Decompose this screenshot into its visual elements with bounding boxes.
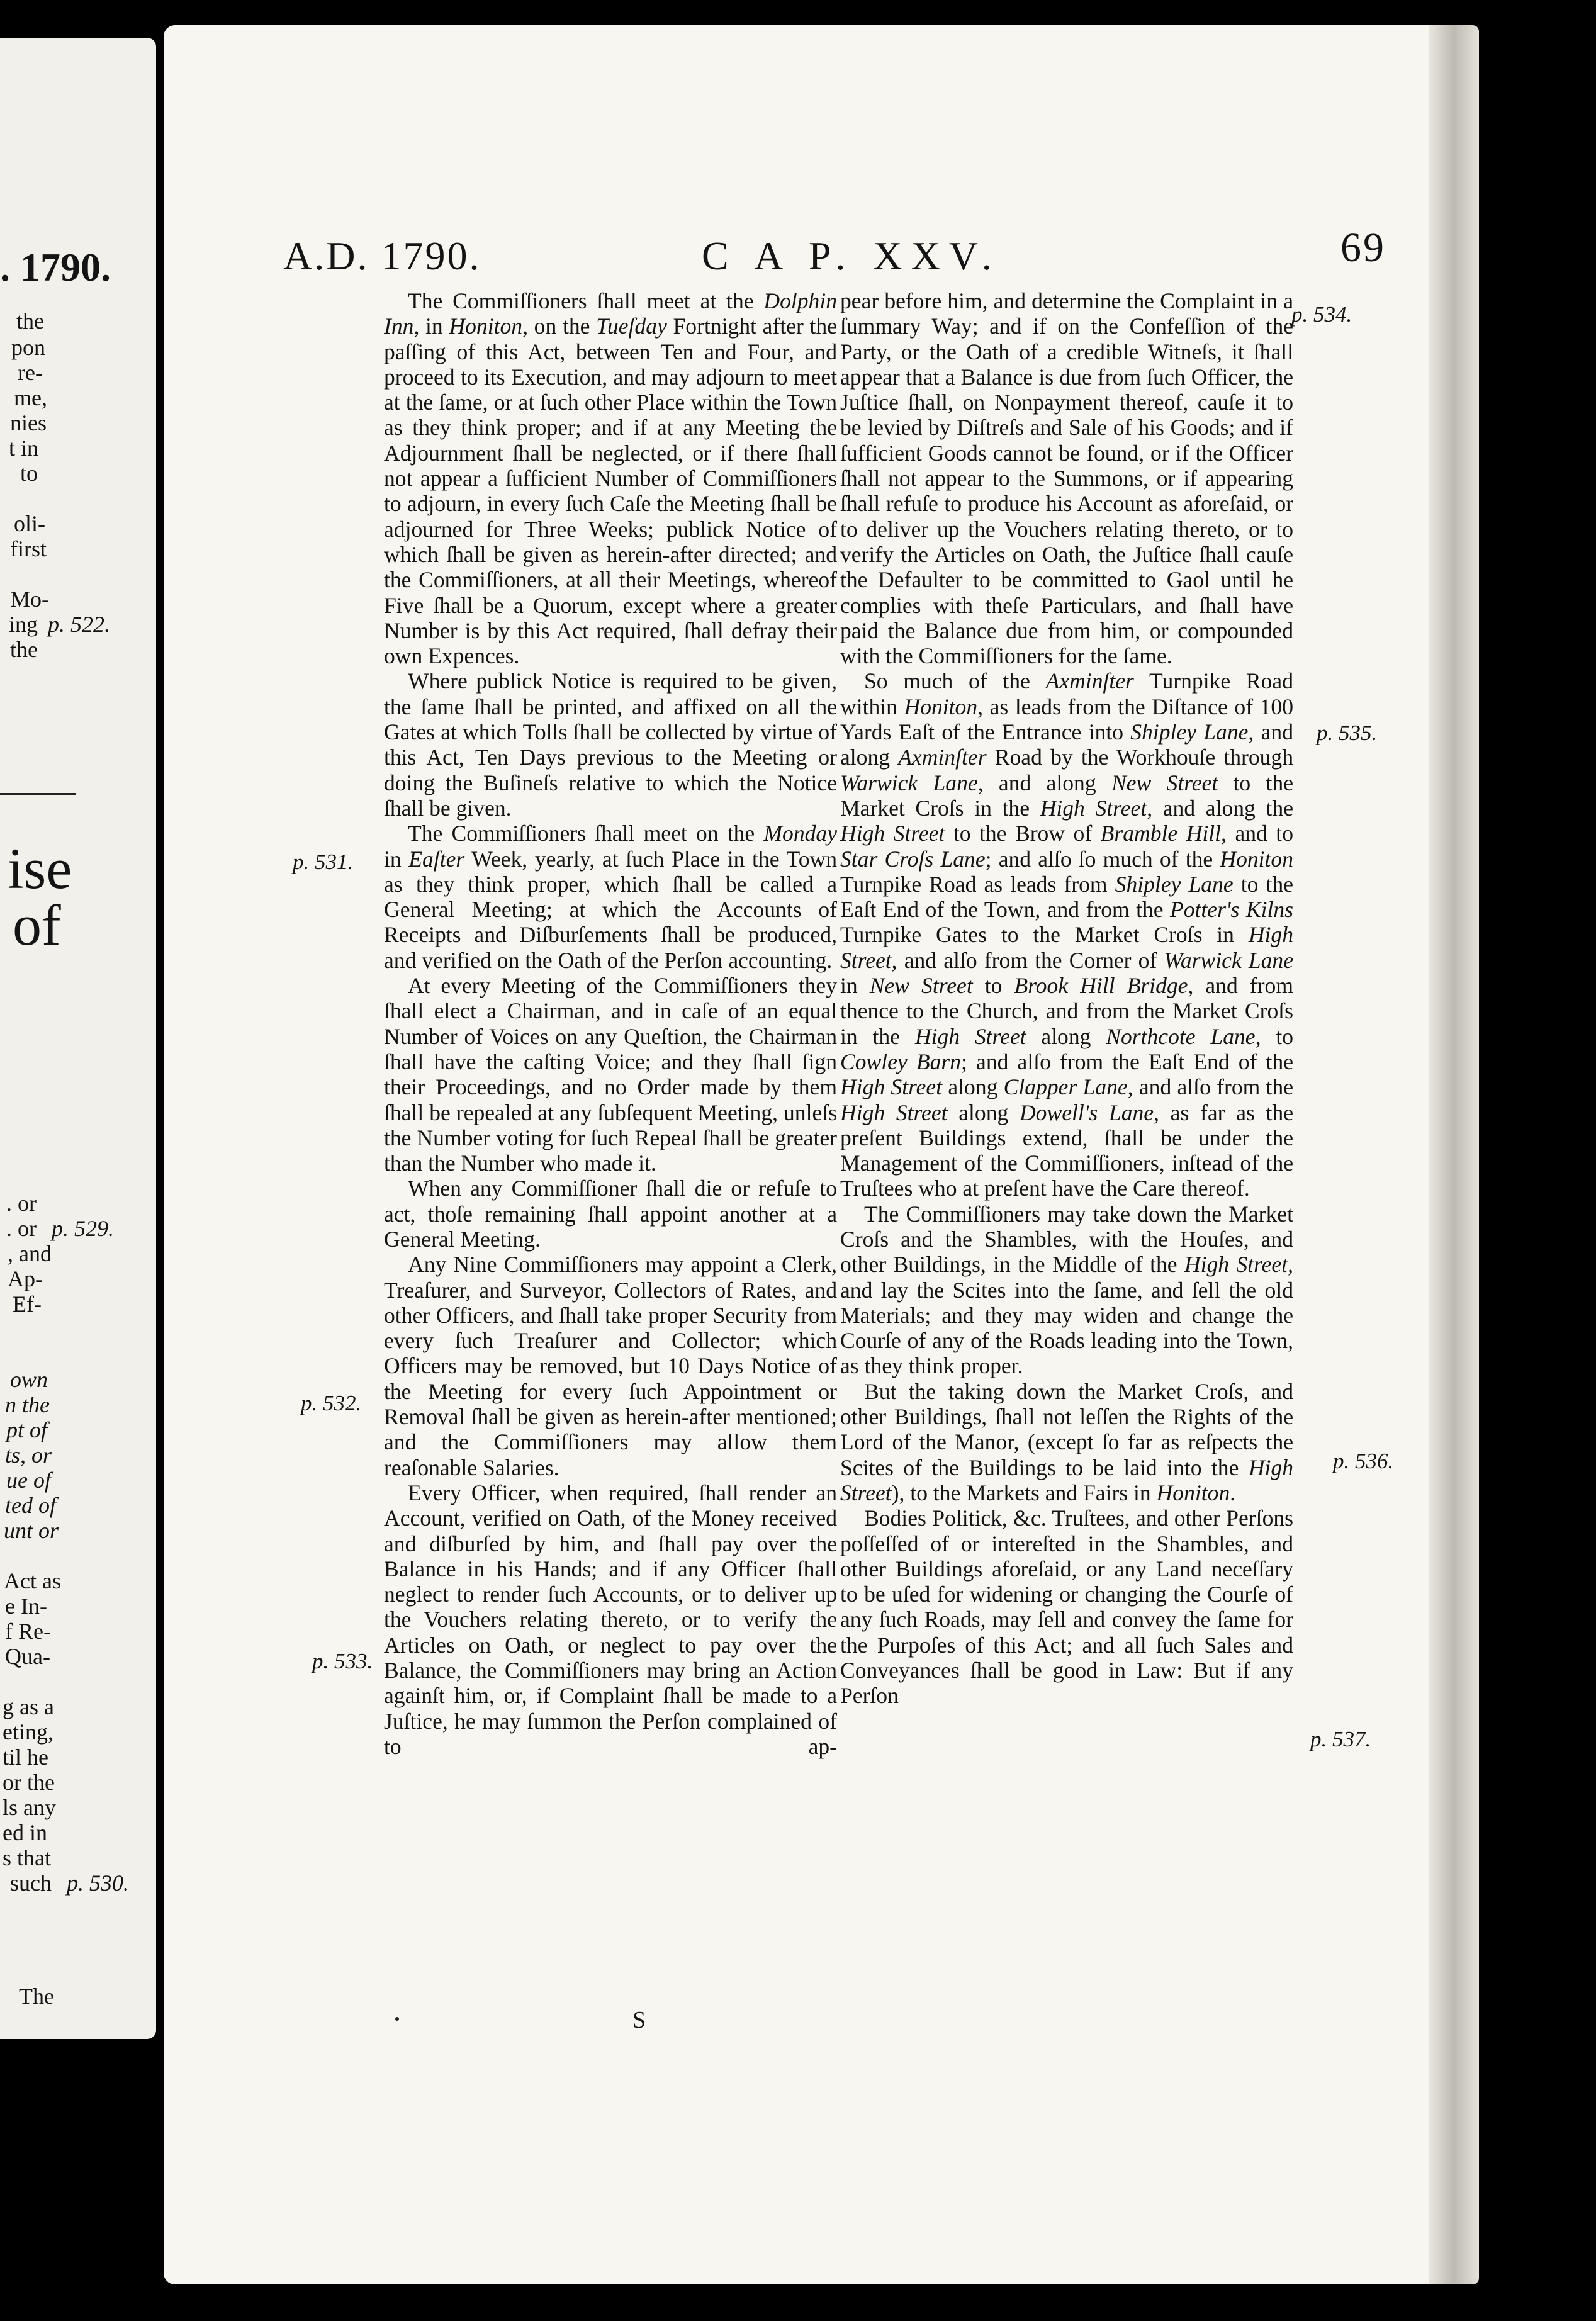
facing-page-line: , and bbox=[8, 1241, 52, 1266]
margin-page-reference: p. 535. bbox=[1317, 721, 1378, 745]
facing-page-line: . 1790. bbox=[0, 245, 111, 289]
facing-page-line: oli- bbox=[14, 511, 45, 536]
facing-page-line: ted of bbox=[5, 1493, 56, 1518]
facing-page-line: g as a bbox=[3, 1694, 54, 1719]
facing-page-line: own bbox=[10, 1367, 48, 1392]
facing-page-line: me, bbox=[14, 385, 47, 410]
facing-page-line: . or bbox=[6, 1216, 37, 1241]
paragraph: The Commiſſioners ſhall meet on the Monday in Eaſter Week, yearly, at ſuch Place in the Town as they think proper, which ſhall be called a General Meeting; at which the Accounts of Receipts and Diſburſements ſhall be produced, and verified on the Oath of the Perſon accounting. bbox=[384, 821, 837, 973]
paragraph: The Commiſſioners may take down the Market Croſs and the Shambles, with the Houſes, and other Buildings, in the Middle of the High Street, and lay the Scites into the ſame, and ſell the old Materials; and they may widen and change the Courſe of any of the Roads leading into the Town, as they think proper. bbox=[840, 1201, 1293, 1379]
margin-page-reference: p. 534. bbox=[1291, 302, 1352, 327]
facing-page-line: n the bbox=[5, 1392, 50, 1417]
facing-page-line: s that bbox=[3, 1845, 51, 1870]
margin-page-reference: p. 533. bbox=[312, 1649, 373, 1673]
paragraph: So much of the Axminſter Turnpike Road within Honiton, as leads from the Diſtance of 100 Yards Eaſt of the Entrance into Shipley Lane, and along Axminſter Road by the Workhouſe through Warwick Lane, and along New Street to the Market Croſs in the High Street, and along the High Street to the Brow of Bramble Hill, and to Star Croſs Lane; and alſo ſo much of the Honiton Turnpike Road as leads from Shipley Lane to the Eaſt End of the Town, and from the Potter's Kilns Turnpike Gates to the Market Croſs in High Street, and alſo from the Corner of Warwick Lane in New Street to Brook Hill Bridge, and from thence to the Church, and from the Market Croſs in the High Street along Northcote Lane, to Cowley Barn; and alſo from the Eaſt End of the High Street along Clapper Lane, and alſo from the High Street along Dowell's Lane, as far as the preſent Buildings extend, ſhall be under the Management of the Commiſſioners, inſtead of the Truſtees who at preſent have the Care thereof. bbox=[840, 668, 1294, 1201]
facing-page-line: the bbox=[16, 308, 44, 334]
facing-page-line: Qua- bbox=[5, 1644, 50, 1669]
facing-page-line: p. 530. bbox=[67, 1870, 129, 1896]
paragraph: pear before him, and determine the Complaint in a ſummary Way; and if on the Confeſſion of the Party, or the Oath of a credible Witneſs, it ſhall appear that a Balance is due from ſuch Officer, the Juſtice ſhall, on Nonpayment thereof, cauſe it to be levied by Diſtreſs and Sale of his Goods; and if ſufficient Goods cannot be found, or if the Officer ſhall not appear to the Summons, or if appearing ſhall refuſe to produce his Account as aforeſaid, or to deliver up the Vouchers relating thereto, or to verify the Articles on Oath, the Juſtice ſhall cauſe the Defaulter to be committed to Gaol until he complies with theſe Particulars, and ſhall have paid the Balance due from him, or compounded with the Commiſſioners for the ſame. bbox=[840, 288, 1293, 669]
facing-page-line: the bbox=[10, 637, 38, 662]
ink-dot bbox=[395, 2017, 399, 2021]
facing-page-line: Ef- bbox=[13, 1291, 42, 1317]
book-page bbox=[164, 25, 1447, 2284]
header-year: A.D. 1790. bbox=[283, 233, 481, 278]
facing-page-line: e In- bbox=[5, 1593, 47, 1619]
facing-page-line: til he bbox=[3, 1745, 48, 1770]
facing-page-line: . or bbox=[6, 1191, 37, 1216]
facing-page-line: p. 529. bbox=[52, 1216, 114, 1241]
facing-page-line: ls any bbox=[3, 1795, 56, 1820]
text-column-left bbox=[384, 288, 837, 1759]
paragraph: When any Commiſſioner ſhall die or refuſe to act, thoſe remaining ſhall appoint another at a General Meeting. bbox=[384, 1176, 837, 1252]
page-number: 69 bbox=[1340, 225, 1386, 271]
facing-page-rule bbox=[0, 793, 76, 795]
facing-page-line: nies bbox=[10, 410, 47, 436]
facing-page-line: such bbox=[10, 1870, 52, 1896]
facing-page-text bbox=[0, 38, 156, 2039]
facing-page-fragment bbox=[0, 38, 156, 2039]
paragraph: At every Meeting of the Commiſſioners they ſhall elect a Chairman, and in caſe of an equal Number of Voices on any Queſtion, the Chairman ſhall have the caſting Voice; and they ſhall ſign their Proceedings, and no Order made by them ſhall be repealed at any ſubſequent Meeting, unleſs the Number voting for ſuch Repeal ſhall be greater than the Number who made it. bbox=[384, 973, 837, 1176]
facing-page-line: Ap- bbox=[8, 1266, 43, 1291]
facing-page-line: ue of bbox=[6, 1468, 51, 1493]
margin-page-reference: p. 537. bbox=[1310, 1727, 1371, 1751]
paragraph: Bodies Politick, &c. Truſtees, and other Perſons poſſeſſed of or intereſted in the Shambles, and other Buildings aforeſaid, or any Land neceſſary to be uſed for widening or changing the Courſe of any ſuch Roads, may ſell and convey the ſame for the Purpoſes of this Act; and all ſuch Sales and Conveyances ſhall be good in Law: But if any Perſon bbox=[840, 1505, 1293, 1709]
facing-page-line: ise bbox=[8, 836, 72, 901]
margin-page-reference: p. 531. bbox=[293, 850, 354, 874]
paragraph: But the taking down the Market Croſs, and other Buildings, ſhall not leſſen the Rights of the Lord of the Manor, (except ſo far as reſpects the Scites of the Buildings to be laid into the High Street), to the Markets and Fairs in Honiton. bbox=[840, 1378, 1293, 1505]
facing-page-line: unt or bbox=[4, 1518, 59, 1543]
facing-page-line: ed in bbox=[3, 1820, 47, 1845]
paragraph: Where publick Notice is required to be given, the ſame ſhall be printed, and affixed on all the Gates at which Tolls ſhall be collected by virtue of this Act, Ten Days previous to the Meeting or doing the Buſineſs relative to which the Notice ſhall be given. bbox=[384, 668, 837, 821]
facing-page-line: to bbox=[20, 461, 38, 486]
facing-page-line: re- bbox=[18, 360, 43, 385]
facing-page-line: Mo- bbox=[10, 587, 49, 612]
paragraph: Every Officer, when required, ſhall render an Account, verified on Oath, of the Money received and diſburſed by him, and ſhall pay over the Balance in his Hands; and if any Officer ſhall neglect to render ſuch Accounts, or to deliver up the Vouchers relating thereto, or to verify the Articles on Oath, or neglect to pay over the Balance, the Commiſſioners may bring an Action againſt him, or, if Complaint ſhall be made to a Juſtice, he may ſummon the Perſon complained of to ap- bbox=[384, 1480, 837, 1759]
facing-page-line: pon bbox=[11, 335, 45, 360]
facing-page-line: f Re- bbox=[5, 1619, 51, 1644]
facing-page-line: ing bbox=[9, 612, 38, 637]
facing-page-line: The bbox=[19, 1984, 54, 2009]
facing-page-line: pt of bbox=[6, 1417, 48, 1442]
page-edge bbox=[1429, 25, 1479, 2284]
margin-page-reference: p. 532. bbox=[301, 1391, 362, 1415]
paragraph: Any Nine Commiſſioners may appoint a Clerk, Treaſurer, and Surveyor, Collectors of Rates, and other Officers, and ſhall take proper Security from every ſuch Treaſurer and Collector; which Officers may be removed, but 10 Days Notice of the Meeting for every ſuch Appointment or Removal ſhall be given as herein-after mentioned; and the Commiſſioners may allow them reaſonable Salaries. bbox=[384, 1252, 837, 1480]
running-header bbox=[164, 225, 1447, 283]
facing-page-line: t in bbox=[9, 436, 39, 461]
margin-page-reference: p. 536. bbox=[1333, 1449, 1394, 1473]
facing-page-line: p. 522. bbox=[48, 612, 110, 637]
facing-page-line: first bbox=[10, 536, 47, 561]
facing-page-line: or the bbox=[3, 1770, 55, 1795]
facing-page-line: of bbox=[13, 893, 61, 957]
facing-page-line: ts, or bbox=[5, 1442, 52, 1468]
facing-page-line: Act as bbox=[4, 1568, 61, 1593]
facing-page-line: eting, bbox=[3, 1719, 53, 1745]
signature-mark: S bbox=[632, 2007, 646, 2033]
header-chapter: C A P. XXV. bbox=[702, 233, 1001, 278]
text-column-right bbox=[840, 288, 1293, 1709]
paragraph: The Commiſſioners ſhall meet at the Dolphin Inn, in Honiton, on the Tueſday Fortnight after the paſſing of this Act, between Ten and Four, and proceed to its Execution, and may adjourn to meet at the ſame, or at ſuch other Place within the Town as they think proper; and if at any Meeting the Adjournment ſhall be neglected, or if there ſhall not appear a ſufficient Number of Commiſſioners to adjourn, in every ſuch Caſe the Meeting ſhall be adjourned for Three Weeks; publick Notice of which ſhall be given as herein-after directed; and the Commiſſioners, at all their Meetings, whereof Five ſhall be a Quorum, except where a greater Number is by this Act required, ſhall defray their own Expences. bbox=[384, 288, 838, 669]
